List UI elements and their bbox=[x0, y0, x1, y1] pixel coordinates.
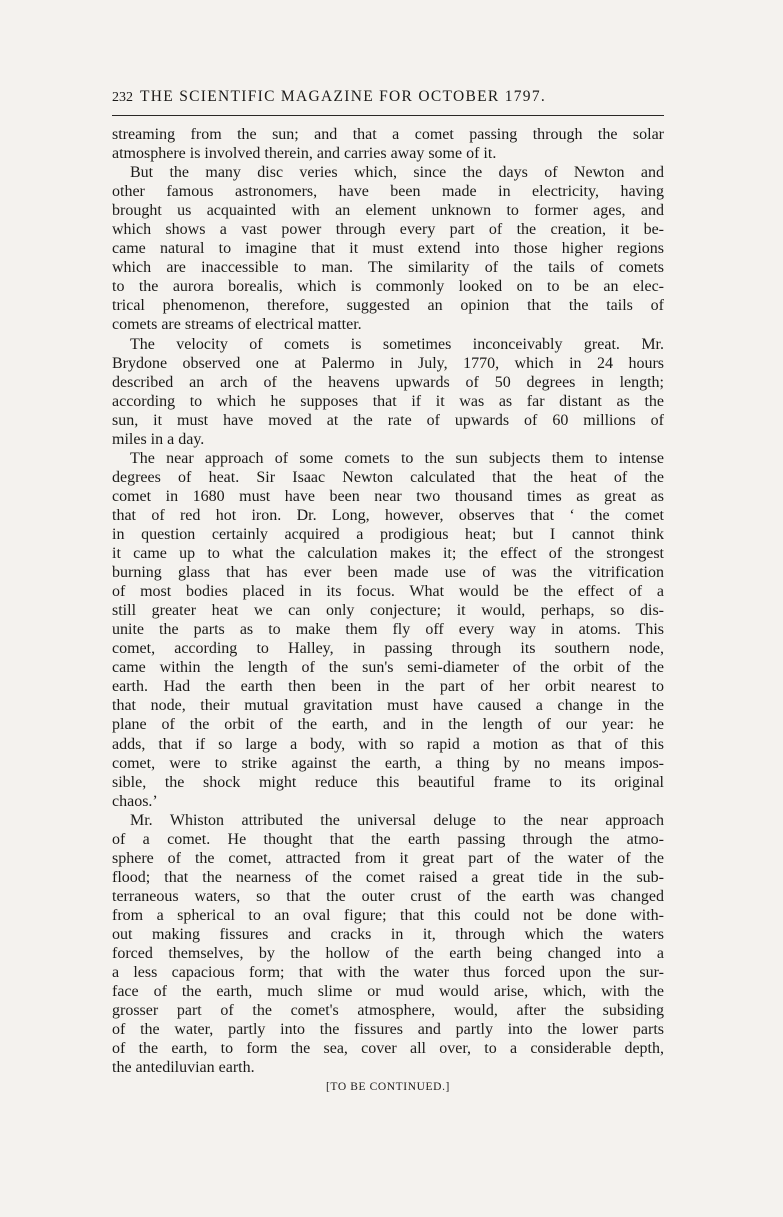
text-line: Brydone observed one at Palermo in July, 1770, which in 24 hours bbox=[112, 354, 664, 372]
text-line: brought us acquainted with an element unknown to former ages, and bbox=[112, 202, 664, 220]
text-line: But the many disc veries which, since the days of Newton and bbox=[130, 164, 664, 182]
text-line: a less capacious form; that with the water thus forced upon the sur- bbox=[112, 964, 664, 982]
text-line: described an arch of the heavens upwards of 50 degrees in length; bbox=[112, 373, 664, 391]
text-line: comet, according to Halley, in passing through its southern node, bbox=[112, 640, 664, 658]
text-line: atmosphere is involved therein, and carries away some of it. bbox=[112, 145, 497, 163]
header-rule bbox=[112, 115, 664, 116]
text-line: which shows a vast power through every part of the creation, it be- bbox=[112, 221, 664, 239]
text-line: still greater heat we can only conjecture; it would, perhaps, so dis- bbox=[112, 602, 664, 620]
text-line: from a spherical to an oval figure; that this could not be done with- bbox=[112, 906, 664, 924]
text-line: that node, their mutual gravitation must have caused a change in the bbox=[112, 697, 664, 715]
text-line: that of red hot iron. Dr. Long, however, observes that ‘ the comet bbox=[112, 506, 664, 524]
text-line: came natural to imagine that it must extend into those higher regions bbox=[112, 240, 664, 258]
text-line: The near approach of some comets to the sun subjects them to intense bbox=[130, 449, 664, 467]
text-line: sible, the shock might reduce this beautiful frame to its original bbox=[112, 773, 664, 791]
text-line: came within the length of the sun's semi-diameter of the orbit of the bbox=[112, 659, 664, 677]
text-line: The velocity of comets is sometimes inconceivably great. Mr. bbox=[130, 335, 664, 353]
text-line: unite the parts as to make them fly off every way in atoms. This bbox=[112, 621, 664, 639]
text-line: plane of the orbit of the earth, and in the length of our year: he bbox=[112, 716, 664, 734]
text-line: of most bodies placed in its focus. What would be the effect of a bbox=[112, 583, 664, 601]
text-line: sun, it must have moved at the rate of upwards of 60 millions of bbox=[112, 411, 664, 429]
text-line: trical phenomenon, therefore, suggested an opinion that the tails of bbox=[112, 297, 664, 315]
text-line: other famous astronomers, have been made in electricity, having bbox=[112, 183, 664, 201]
running-title: THE SCIENTIFIC MAGAZINE FOR OCTOBER 1797. bbox=[140, 88, 547, 105]
text-line: face of the earth, much slime or mud would arise, which, with the bbox=[112, 983, 664, 1001]
paragraph bbox=[112, 163, 664, 334]
text-line: degrees of heat. Sir Isaac Newton calculated that the heat of the bbox=[112, 468, 664, 486]
paragraph bbox=[112, 449, 664, 811]
paragraph bbox=[112, 811, 664, 1078]
page bbox=[112, 88, 664, 1093]
page-header bbox=[112, 88, 664, 114]
text-line: comets are streams of electrical matter. bbox=[112, 316, 362, 334]
text-line: of a comet. He thought that the earth passing through the atmo- bbox=[112, 830, 664, 848]
text-line: of the water, partly into the fissures and partly into the lower parts bbox=[112, 1021, 664, 1039]
text-line: it came up to what the calculation makes it; the effect of the strongest bbox=[112, 545, 664, 563]
text-line: sphere of the comet, attracted from it great part of the water of the bbox=[112, 849, 664, 867]
text-line: earth. Had the earth then been in the part of her orbit nearest to bbox=[112, 678, 664, 696]
text-line: grosser part of the comet's atmosphere, would, after the subsiding bbox=[112, 1002, 664, 1020]
paragraph bbox=[112, 125, 664, 163]
text-line: adds, that if so large a body, with so rapid a motion as that of this bbox=[112, 735, 664, 753]
text-line: the antediluvian earth. bbox=[112, 1059, 255, 1077]
text-line: burning glass that has ever been made use of was the vitrification bbox=[112, 564, 664, 582]
continued-note: [TO BE CONTINUED.] bbox=[326, 1081, 450, 1093]
text-line: flood; that the nearness of the comet raised a great tide in the sub- bbox=[112, 868, 664, 886]
text-line: in question certainly acquired a prodigious heat; but I cannot think bbox=[112, 525, 664, 543]
text-line: comet in 1680 must have been near two thousand times as great as bbox=[112, 487, 664, 505]
page-number: 232 bbox=[112, 90, 133, 105]
text-line: chaos.’ bbox=[112, 792, 158, 810]
paragraph bbox=[112, 335, 664, 449]
text-line: forced themselves, by the hollow of the earth being changed into a bbox=[112, 945, 664, 963]
text-line: to the aurora borealis, which is commonly looked on to be an elec- bbox=[112, 278, 664, 296]
text-line: streaming from the sun; and that a comet passing through the solar bbox=[112, 126, 664, 143]
text-line: miles in a day. bbox=[112, 430, 205, 448]
text-line: Mr. Whiston attributed the universal deluge to the near approach bbox=[130, 811, 664, 829]
text-line: of the earth, to form the sea, cover all over, to a considerable depth, bbox=[112, 1040, 664, 1058]
article-body bbox=[112, 125, 664, 1077]
text-line: which are inaccessible to man. The similarity of the tails of comets bbox=[112, 259, 664, 277]
text-line: according to which he supposes that if it was as far distant as the bbox=[112, 392, 664, 410]
text-line: comet, were to strike against the earth, a thing by no means impos- bbox=[112, 754, 664, 772]
text-line: terraneous waters, so that the outer crust of the earth was changed bbox=[112, 887, 664, 905]
text-line: out making fissures and cracks in it, through which the waters bbox=[112, 925, 664, 943]
